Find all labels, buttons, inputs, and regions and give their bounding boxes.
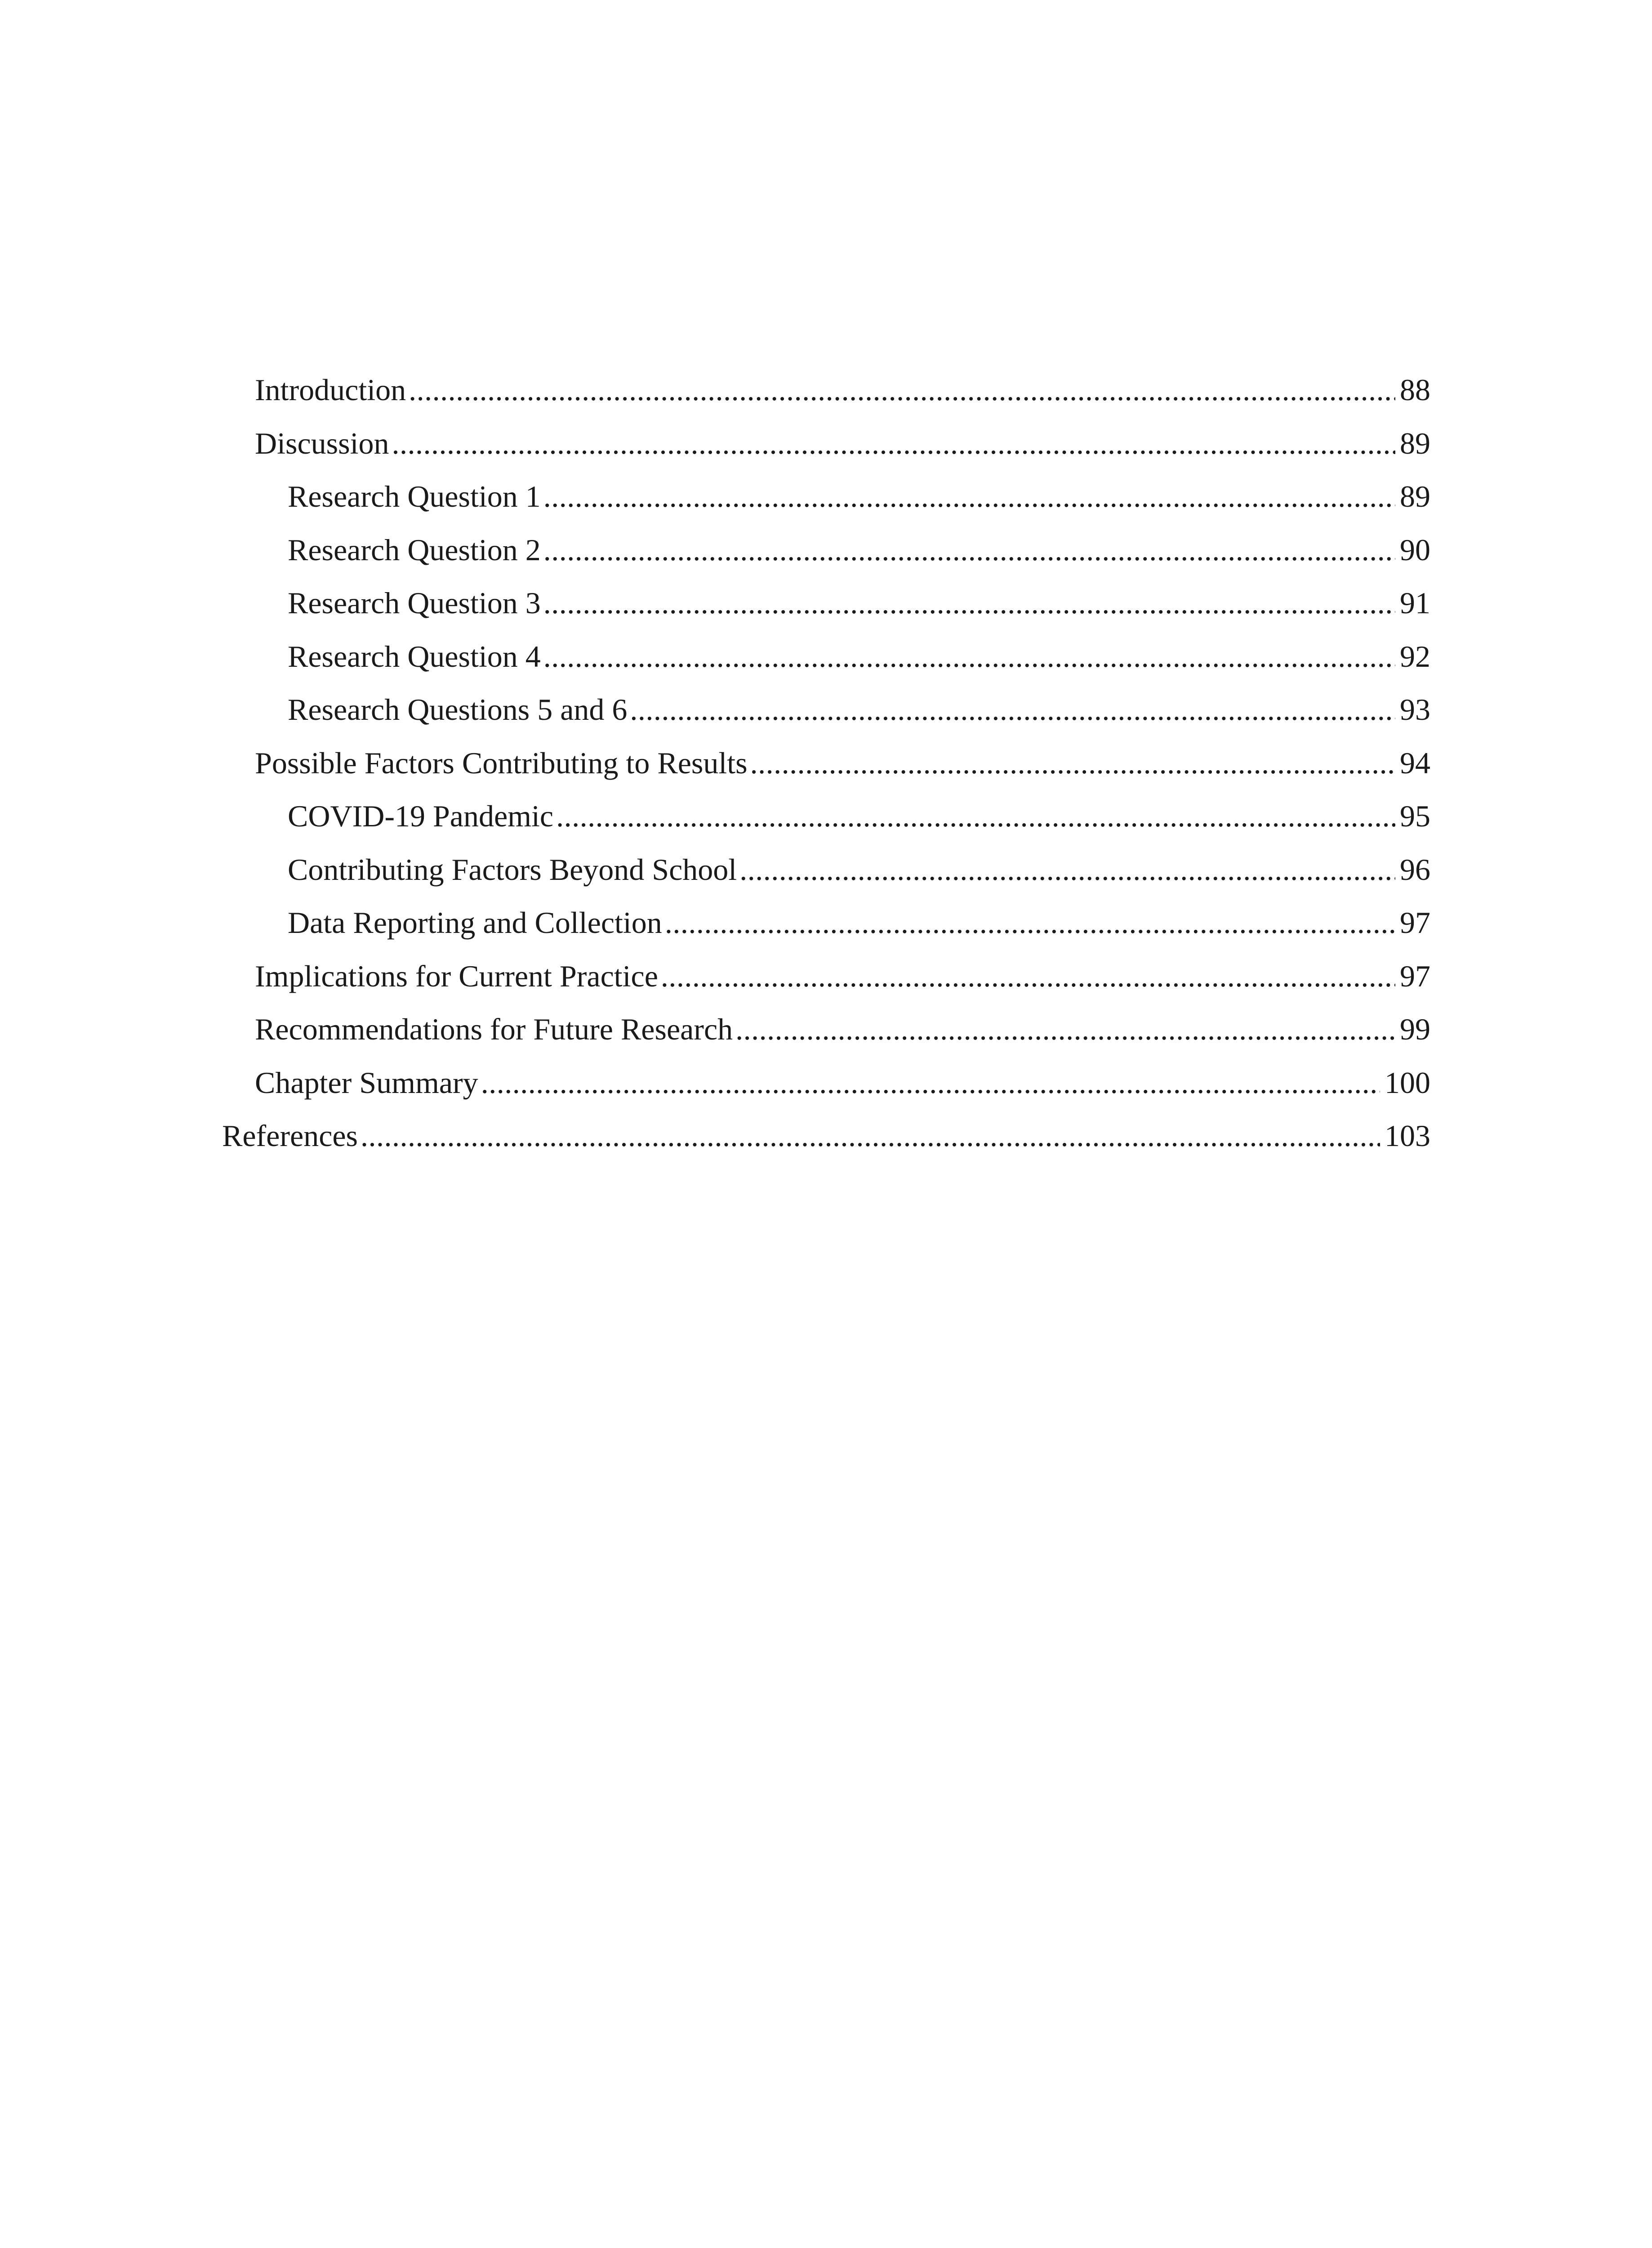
toc-entry-title: Data Reporting and Collection bbox=[288, 905, 662, 940]
toc-dot-leader bbox=[661, 950, 1395, 1003]
toc-entry-title: Research Questions 5 and 6 bbox=[288, 692, 628, 727]
toc-dot-leader bbox=[556, 789, 1395, 843]
toc-entry[interactable] bbox=[222, 576, 1430, 630]
toc-entry-page-number: 92 bbox=[1400, 639, 1430, 674]
toc-entry-page-number: 100 bbox=[1385, 1065, 1430, 1100]
toc-entry[interactable] bbox=[222, 1003, 1430, 1056]
toc-entry-title: Chapter Summary bbox=[255, 1065, 478, 1100]
toc-entry-page-number: 94 bbox=[1400, 745, 1430, 780]
toc-dot-leader bbox=[392, 417, 1395, 470]
toc-entry-page-number: 88 bbox=[1400, 373, 1430, 407]
toc-entry[interactable] bbox=[222, 950, 1430, 1003]
toc-entry-page-number: 90 bbox=[1400, 532, 1430, 567]
toc-dot-leader bbox=[543, 523, 1395, 577]
toc-entry-title: Possible Factors Contributing to Results bbox=[255, 745, 748, 780]
toc-entry[interactable] bbox=[222, 843, 1430, 897]
toc-entry-page-number: 91 bbox=[1400, 586, 1430, 620]
toc-entry-page-number: 97 bbox=[1400, 959, 1430, 993]
toc-entry-title: Recommendations for Future Research bbox=[255, 1012, 733, 1046]
toc-entry[interactable] bbox=[222, 1056, 1430, 1110]
toc-dot-leader bbox=[481, 1056, 1380, 1110]
toc-dot-leader bbox=[543, 630, 1395, 683]
toc-entry-page-number: 89 bbox=[1400, 479, 1430, 513]
toc-entry-title: Implications for Current Practice bbox=[255, 959, 658, 993]
table-of-contents bbox=[222, 363, 1430, 1163]
toc-dot-leader bbox=[361, 1109, 1380, 1163]
toc-entry-page-number: 96 bbox=[1400, 852, 1430, 887]
toc-entry-page-number: 93 bbox=[1400, 692, 1430, 727]
toc-entry-page-number: 97 bbox=[1400, 905, 1430, 940]
toc-entry[interactable] bbox=[222, 683, 1430, 736]
toc-entry-title: Discussion bbox=[255, 426, 389, 460]
toc-dot-leader bbox=[735, 1003, 1395, 1056]
toc-entry[interactable] bbox=[222, 896, 1430, 950]
toc-entry-title: Research Question 3 bbox=[288, 586, 541, 620]
toc-entry[interactable] bbox=[222, 523, 1430, 577]
toc-entry[interactable] bbox=[222, 470, 1430, 523]
toc-dot-leader bbox=[543, 470, 1395, 523]
toc-dot-leader bbox=[409, 363, 1395, 417]
toc-entry-title: Introduction bbox=[255, 373, 406, 407]
toc-dot-leader bbox=[739, 843, 1395, 897]
toc-dot-leader bbox=[543, 576, 1395, 630]
toc-dot-leader bbox=[630, 683, 1395, 736]
toc-entry[interactable] bbox=[222, 789, 1430, 843]
toc-entry[interactable] bbox=[222, 736, 1430, 790]
toc-dot-leader bbox=[665, 896, 1395, 950]
toc-entry[interactable] bbox=[222, 417, 1430, 470]
toc-entry[interactable] bbox=[222, 363, 1430, 417]
toc-entry-page-number: 99 bbox=[1400, 1012, 1430, 1046]
toc-entry-title: Research Question 2 bbox=[288, 532, 541, 567]
toc-entry-page-number: 103 bbox=[1385, 1119, 1430, 1153]
toc-entry[interactable] bbox=[222, 1109, 1430, 1163]
toc-dot-leader bbox=[750, 736, 1395, 790]
toc-entry-title: Research Question 1 bbox=[288, 479, 541, 513]
toc-entry-title: COVID-19 Pandemic bbox=[288, 799, 554, 833]
toc-entry-title: Contributing Factors Beyond School bbox=[288, 852, 737, 887]
toc-entry[interactable] bbox=[222, 630, 1430, 683]
toc-entry-title: Research Question 4 bbox=[288, 639, 541, 674]
toc-entry-title: References bbox=[222, 1119, 358, 1153]
toc-entry-page-number: 95 bbox=[1400, 799, 1430, 833]
toc-entry-page-number: 89 bbox=[1400, 426, 1430, 460]
